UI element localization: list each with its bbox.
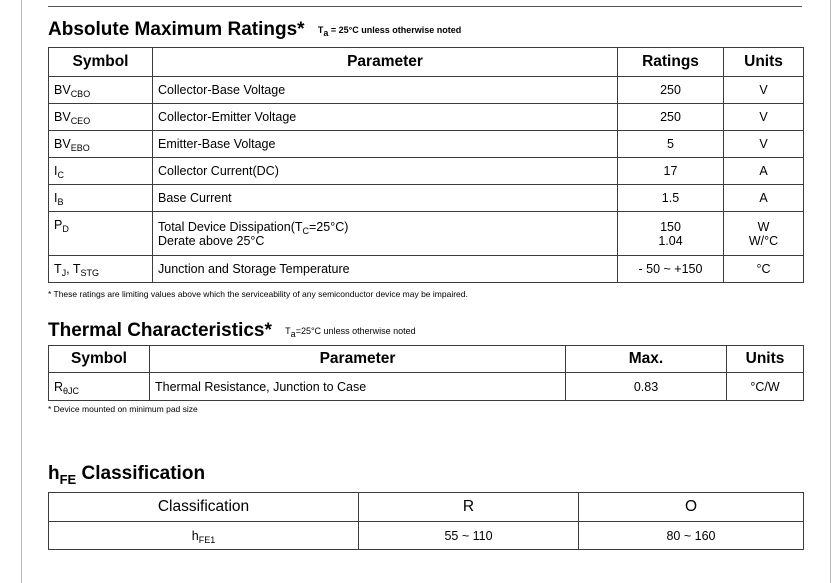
- amr-rating: 1.5: [618, 185, 724, 212]
- amr-title: [48, 19, 461, 41]
- hfe-table: [48, 492, 804, 550]
- amr-symbol: $BV_{CBO}$: [49, 77, 153, 104]
- hfe-o-range: 80 ~ 160: [579, 522, 804, 550]
- hfe-header-o: O: [579, 493, 804, 522]
- amr-header-symbol: Symbol: [49, 48, 153, 77]
- thermal-parameter: Thermal Resistance, Junction to Case: [150, 373, 566, 401]
- hfe-r-range: 55 ~ 110: [359, 522, 579, 550]
- pd-param-line2: Derate above 25°C: [158, 233, 265, 248]
- right-page-border: [830, 0, 831, 583]
- amr-rating: [618, 212, 724, 256]
- amr-rating: - 50 ~ +150: [618, 256, 724, 283]
- table-row: [49, 131, 804, 158]
- thermal-max: 0.83: [566, 373, 727, 401]
- thermal-header-units: Units: [727, 346, 804, 373]
- left-page-border: [21, 0, 22, 583]
- thermal-header-row: [49, 346, 804, 373]
- amr-parameter: Base Current: [153, 185, 618, 212]
- table-row: [49, 158, 804, 185]
- top-rule: [48, 6, 802, 7]
- amr-symbol: $BV_{CEO}$: [49, 104, 153, 131]
- pd-param-line1: Total Device $Dissipation(T_C=25^\circ C)$: [158, 219, 349, 236]
- amr-symbol: $BV_{EBO}$: [49, 131, 153, 158]
- table-row: [49, 522, 804, 550]
- thermal-footnote: * Device mounted on minimum pad size: [48, 404, 198, 414]
- hfe-header-classification: Classification: [49, 493, 359, 522]
- amr-unit: °C: [724, 256, 804, 283]
- hfe-title: $h_{FE}$ Classification: [48, 463, 206, 487]
- table-row: [49, 212, 804, 256]
- amr-symbol: $I_C$: [49, 158, 153, 185]
- amr-rating: 250: [618, 104, 724, 131]
- thermal-header-parameter: Parameter: [150, 346, 566, 373]
- amr-rating: 250: [618, 77, 724, 104]
- table-row: [49, 77, 804, 104]
- amr-header-units: Units: [724, 48, 804, 77]
- thermal-title-text: Thermal Characteristics*: [48, 320, 272, 341]
- amr-unit: V: [724, 131, 804, 158]
- table-row: [49, 373, 804, 401]
- amr-title-text: Absolute Maximum Ratings*: [48, 19, 305, 40]
- hfe-symbol: $h_{FE1}$: [49, 522, 359, 550]
- thermal-table: [48, 345, 804, 401]
- hfe-header-row: [49, 493, 804, 522]
- thermal-header-symbol: Symbol: [49, 346, 150, 373]
- amr-header-parameter: Parameter: [153, 48, 618, 77]
- amr-parameter: Emitter-Base Voltage: [153, 131, 618, 158]
- amr-rating: 5: [618, 131, 724, 158]
- pd-rating1: 150: [660, 219, 681, 234]
- amr-symbol: $I_B$: [49, 185, 153, 212]
- amr-header-row: [49, 48, 804, 77]
- amr-parameter: Collector-Emitter Voltage: [153, 104, 618, 131]
- amr-condition: $T_a = 25^\circ C$ unless otherwise noted: [317, 25, 462, 38]
- amr-parameter: Collector Current(DC): [153, 158, 618, 185]
- amr-symbol: $P_D$: [49, 212, 153, 256]
- pd-unit1: W: [757, 219, 770, 234]
- amr-unit: V: [724, 104, 804, 131]
- thermal-condition: $T_a=25^\circ C$ unless otherwise noted: [285, 326, 416, 339]
- amr-footnote: * These ratings are limiting values above which the serviceability of any semiconductor device may be impaired.: [48, 289, 468, 299]
- pd-unit2: W/°C: [748, 233, 779, 248]
- table-row: [49, 185, 804, 212]
- thermal-title: [48, 320, 416, 342]
- amr-unit: [724, 212, 804, 256]
- thermal-symbol: $R_{\theta JC}$: [49, 373, 150, 401]
- amr-parameter: Collector-Base Voltage: [153, 77, 618, 104]
- amr-unit: A: [724, 158, 804, 185]
- amr-parameter: [153, 212, 618, 256]
- table-row: [49, 104, 804, 131]
- thermal-unit: °C/W: [727, 373, 804, 401]
- hfe-header-r: R: [359, 493, 579, 522]
- pd-rating2: 1.04: [658, 233, 683, 248]
- thermal-header-max: Max.: [566, 346, 727, 373]
- amr-unit: V: [724, 77, 804, 104]
- amr-parameter: Junction and Storage Temperature: [153, 256, 618, 283]
- amr-rating: 17: [618, 158, 724, 185]
- amr-symbol: $T_J$, $T_{STG}$: [49, 256, 153, 283]
- amr-table: [48, 47, 804, 283]
- amr-unit: A: [724, 185, 804, 212]
- table-row: [49, 256, 804, 283]
- amr-header-ratings: Ratings: [618, 48, 724, 77]
